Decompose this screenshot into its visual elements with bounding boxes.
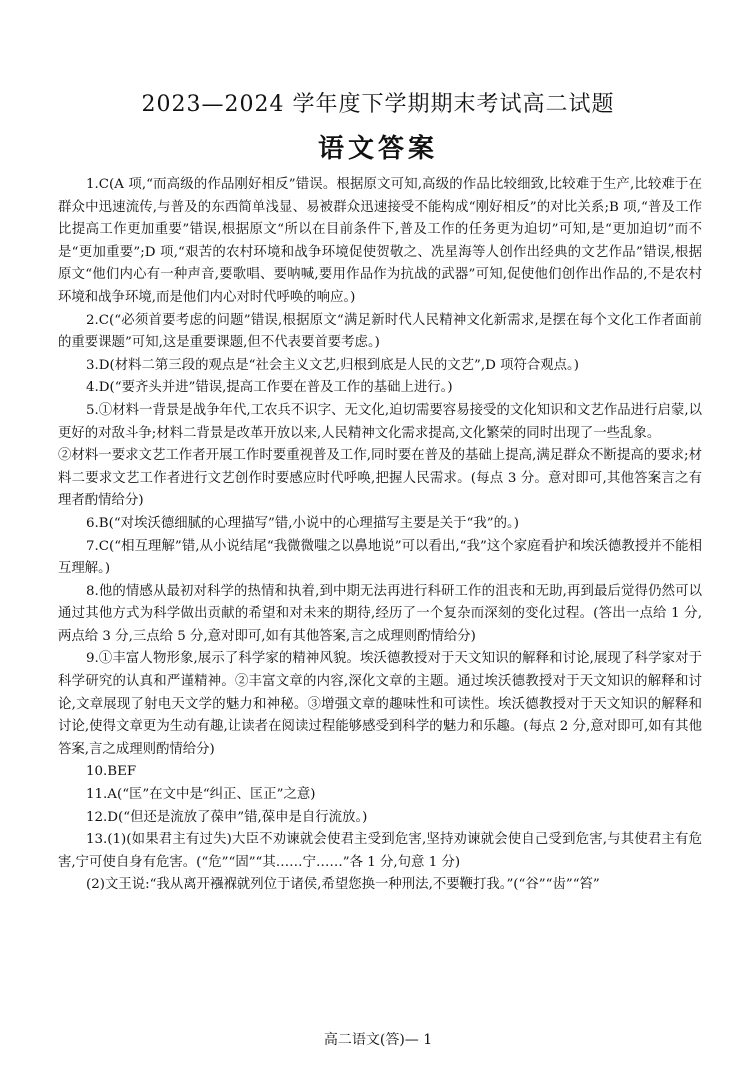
page-title: 2023—2024 学年度下学期期末考试高二试题 xyxy=(141,92,615,117)
answer-6: 6.B(“对埃沃德细腻的心理描写”错,小说中的心理描写主要是关于“我”的。) xyxy=(86,515,519,531)
answer-list xyxy=(58,174,702,897)
answer-9: 9.①丰富人物形象,展示了科学家的精神风貌。埃沃德教授对于天文知识的解释和讨论,展现了科学家对于科学研究的认真和严谨精神。②丰富文章的内容,深化文章的主题。通过埃沃德教授对于天文知识的解释和讨论,文章展现了射电天文学的魅力和神秘。③增强文章的趣味性和可读性。埃沃德教授对于天文知识的解释和讨论,使得文章更为生动有趣,让读者在阅读过程能够感受到科学的魅力和乐趣。(每点 2 分,意对即可,如有其他答案,言之成理则酌情给分) xyxy=(58,651,702,757)
answer-11: 11.A(“匡”在文中是“纠正、匡正”之意) xyxy=(86,787,316,803)
page-footer: 高二语文(答)— 1 xyxy=(323,1032,433,1048)
answer-10: 10.BEF xyxy=(86,764,137,780)
answer-7: 7.C(“相互理解”错,从小说结尾“我微微嗤之以鼻地说”可以看出,“我”这个家庭看护和埃沃德教授并不能相互理解。) xyxy=(58,538,702,577)
answer-5-part-2: ②材料一要求文艺工作者开展工作时要重视普及工作,同时要在普及的基础上提高,满足群众不断提高的要求;材料二要求文艺工作者进行文艺创作时要感应时代呼唤,把握人民需求。(每点 3 分。意对即可,其他答案言之有理者酌情给分) xyxy=(58,448,702,509)
answer-13-2: (2)文王说:“我从离开襁褓就列位于诸侯,希望您换一种刑法,不要鞭打我。”(“谷”“齿”“笞” xyxy=(86,877,600,893)
answer-13-1: 13.(1)(如果君主有过失)大臣不劝谏就会使君主受到危害,坚持劝谏就会使自己受到危害,与其使君主有危害,宁可使自身有危害。(“危”“固”“其……宁……”各 1 分,句意 1 分) xyxy=(58,832,702,870)
answer-1: 1.C(A 项,“而高级的作品刚好相反”错误。根据原文可知,高级的作品比较细致,比较难于生产,比较难于在群众中迅速流传,与普及的东西简单浅显、易被群众迅速接受不能构成“刚好相反”的对比关系;B 项,“普及工作比提高工作更加重要”错误,根据原文“所以在目前条件下,普及工作的任务更为迫切”可知,是“更加迫切”而不是“更加重要”;D 项,“艰苦的农村环境和战争环境促使贺敬之、冼星海等人创作出经典的文艺作品”错误,根据原文“他们内心有一种声音,要歌唱、要呐喊,要用作品作为抗战的武器”可知,促使他们创作出作品的,不是农村环境和战争环境,而是他们内心对时代呼唤的响应。) xyxy=(58,177,702,305)
answer-2: 2.C(“必须首要考虑的问题”错误,根据原文“满足新时代人民精神文化新需求,是摆在每个文化工作者面前的重要课题”可知,这是重要课题,但不代表要首要考虑。) xyxy=(58,312,702,351)
answer-3: 3.D(材料二第三段的观点是“社会主义文艺,归根到底是人民的文艺”,D 项符合观点。) xyxy=(86,357,579,373)
answer-8: 8.他的情感从最初对科学的热情和执着,到中期无法再进行科研工作的沮丧和无助,再到最后觉得仍然可以通过其他方式为科学做出贡献的希望和对未来的期待,经历了一个复杂而深刻的变化过程。(答出一点给 1 分,两点给 3 分,三点给 5 分,意对即可,如有其他答案,言之成理则酌情给分) xyxy=(58,583,702,644)
answer-5-part-1: 5.①材料一背景是战争年代,工农兵不识字、无文化,迫切需要容易接受的文化知识和文艺作品进行启蒙,以更好的对敌斗争;材料二背景是改革开放以来,人民精神文化需求提高,文化繁荣的同时出现了一些乱象。 xyxy=(58,402,702,441)
answer-4: 4.D(“要齐头并进”错误,提高工作要在普及工作的基础上进行。) xyxy=(86,380,453,396)
answer-12: 12.D(“但还是流放了葆申”错,葆申是自行流放。) xyxy=(86,809,368,825)
page-subtitle: 语文答案 xyxy=(317,134,438,164)
